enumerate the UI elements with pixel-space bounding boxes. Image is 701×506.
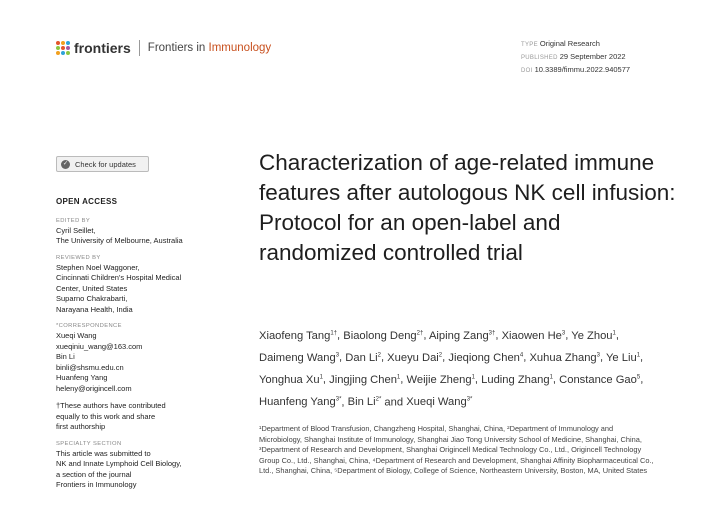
article-meta [521, 38, 630, 77]
author-affiliation-mark: 2 [438, 352, 443, 359]
author-name[interactable]: Ye Liu$^1$ [606, 351, 641, 364]
meta-published [521, 51, 630, 64]
sidebar [56, 197, 216, 491]
author-name[interactable]: Xiaowen He$^3$ [501, 329, 566, 342]
author-affiliation-mark: 1 [612, 330, 616, 336]
logo-dot [66, 41, 70, 45]
author-affiliation-mark: 3† [488, 330, 496, 336]
logo-dot [66, 51, 70, 55]
specialty-section: This article was submitted to NK and Innate Lymphoid Cell Biology, a section of the journal Frontiers in Immunology [56, 448, 182, 489]
author-affiliation-mark: 2 [377, 352, 381, 359]
author-name[interactable]: Aiping Zang$^{3\dagger}$ [428, 329, 496, 342]
author-affiliation-mark: 1 [636, 352, 641, 359]
check-updates-button[interactable] [56, 156, 149, 172]
logo-dot [56, 46, 60, 50]
author-name[interactable]: Biaolong Deng$^{2\dagger}$ [343, 329, 424, 342]
meta-type-label: TYPE [521, 42, 538, 48]
author-name[interactable]: Huanfeng Yang$^{3*}$ [259, 396, 342, 409]
check-updates-icon: ✓ [62, 160, 69, 167]
author-name[interactable]: Xiaofeng Tang$^{1\dagger}$ [259, 329, 338, 342]
author-affiliation-mark: 3 [335, 352, 340, 359]
contribution-note: †These authors have contributed equally to this work and share first authorship [56, 401, 166, 431]
meta-doi-label: DOI [521, 68, 533, 74]
logo-dot [66, 46, 70, 50]
check-updates-label: Check for updates [75, 159, 136, 169]
frontiers-logo-icon [56, 41, 70, 55]
meta-doi-value[interactable]: 10.3389/fimmu.2022.940577 [534, 65, 631, 74]
edited-by-label: EDITED BY [56, 217, 91, 224]
journal-name [148, 42, 271, 54]
author-affiliation-mark: 3 [596, 352, 600, 359]
author-name[interactable]: Xueyu Dai$^2$ [387, 351, 443, 364]
author-name[interactable]: Luding Zhang$^1$ [481, 374, 553, 387]
author-affiliation-mark: 5 [636, 374, 641, 381]
brand-name: frontiers [74, 40, 131, 56]
author-affiliation-mark: 1 [471, 374, 475, 381]
specialty-section-label: SPECIALTY SECTION [56, 440, 122, 447]
logo-divider [139, 40, 140, 56]
journal-prefix: Frontiers in [147, 42, 206, 54]
open-access-label: OPEN ACCESS [56, 197, 118, 206]
reviewed-by: Stephen Noel Waggoner, Cincinnati Children's Hospital Medical Center, United States Suparno Chakrabarti, Narayana Health, India [56, 262, 182, 314]
meta-published-value: 29 September 2022 [559, 52, 626, 61]
author-name[interactable]: Xueqi Wang$^{3*}$ [406, 396, 473, 409]
logo-dot [61, 46, 65, 50]
author-name[interactable]: Daimeng Wang$^3$ [259, 351, 340, 364]
author-name[interactable]: Jieqiong Chen$^4$ [448, 351, 524, 364]
author-affiliation-mark: 3* [466, 396, 473, 403]
meta-type-value: Original Research [539, 39, 600, 48]
meta-type [521, 38, 630, 51]
author-affiliation-mark: 3 [561, 330, 566, 336]
author-affiliation-mark: 1† [330, 330, 338, 336]
logo-dot [56, 41, 60, 45]
correspondence[interactable]: Xueqi Wang xueqiniu_wang@163.com Bin Li binli@shsmu.edu.cn Huanfeng Yang heleny@origincell.com [56, 331, 143, 393]
meta-doi[interactable] [521, 64, 630, 77]
logo-dot [61, 51, 65, 55]
author-affiliation-mark: 4 [519, 352, 524, 359]
affiliations: ¹Department of Blood Transfusion, Changzheng Hospital, Shanghai, China, ²Department of Immunology and Microbiology, Shanghai Institute of Immunology, Shanghai Jiao Tong University School of Medicine, Shanghai, China, ³Department of Research and Development, Shanghai Origincell Medical Technology Co., Ltd., Origincell Technology Group Co., Ltd., Shanghai, China, ⁴Department of Research and Development, Shanghai Affinity Biopharmaceutical Co., Ltd., Shanghai, China, ⁵Department of Biology, College of Science, Northeastern University, Boston, MA, United States [259, 424, 654, 475]
author-name[interactable]: Constance Gao$^5$ [559, 374, 641, 387]
author-affiliation-mark: 3* [335, 396, 342, 403]
author-affiliation-mark: 1 [319, 374, 323, 381]
edited-by: Cyril Seillet, The University of Melbourne, Australia [56, 225, 183, 245]
author-name[interactable]: Weijie Zheng$^1$ [406, 374, 475, 387]
article-title: Characterization of age-related immune features after autologous NK cell infusion: Protocol for an open-label and randomized controlled trial [259, 150, 676, 265]
logo-dot [56, 51, 60, 55]
journal-field: Immunology [208, 42, 272, 54]
author-affiliation-mark: 1 [396, 374, 401, 381]
meta-published-label: PUBLISHED [521, 55, 558, 61]
author-affiliation-mark: 1 [549, 374, 553, 381]
author-name[interactable]: Jingjing Chen$^1$ [329, 374, 401, 387]
author-name[interactable]: Xuhua Zhang$^3$ [529, 351, 600, 364]
author-affiliation-mark: 2† [416, 330, 424, 336]
author-name[interactable]: Dan Li$^2$ [345, 351, 381, 364]
author-affiliation-mark: 2* [375, 396, 382, 403]
author-name[interactable]: Yonghua Xu$^1$ [259, 374, 323, 387]
correspondence-label: *CORRESPONDENCE [56, 323, 122, 329]
journal-logo[interactable] [56, 40, 271, 56]
author-list: Xiaofeng Tang$^{1\dagger}$, Biaolong Deng$^{2\dagger}$, Aiping Zang$^{3\dagger}$, Xiaowen He$^3$, Ye Zhou$^1$, Daimeng Wang$^3$, Dan Li$^2$, Xueyu Dai$^2$, Jieqiong Chen$^4$, Xuhua Zhang$^3$, Ye Liu$^1$, Yonghua Xu$^1$, Jingjing Chen$^1$, Weijie Zheng$^1$, Luding Zhang$^1$, Constance Gao$^5$, Huanfeng Yang$^{3*}$, Bin $Li^{2*}$ and Xueqi Wang$^{3*}$ [259, 329, 644, 409]
author-name[interactable]: Bin $Li^{2*}$ [347, 396, 382, 409]
reviewed-by-label: REVIEWED BY [56, 254, 101, 261]
logo-dot [61, 41, 65, 45]
author-name[interactable]: Ye Zhou$^1$ [571, 329, 616, 342]
